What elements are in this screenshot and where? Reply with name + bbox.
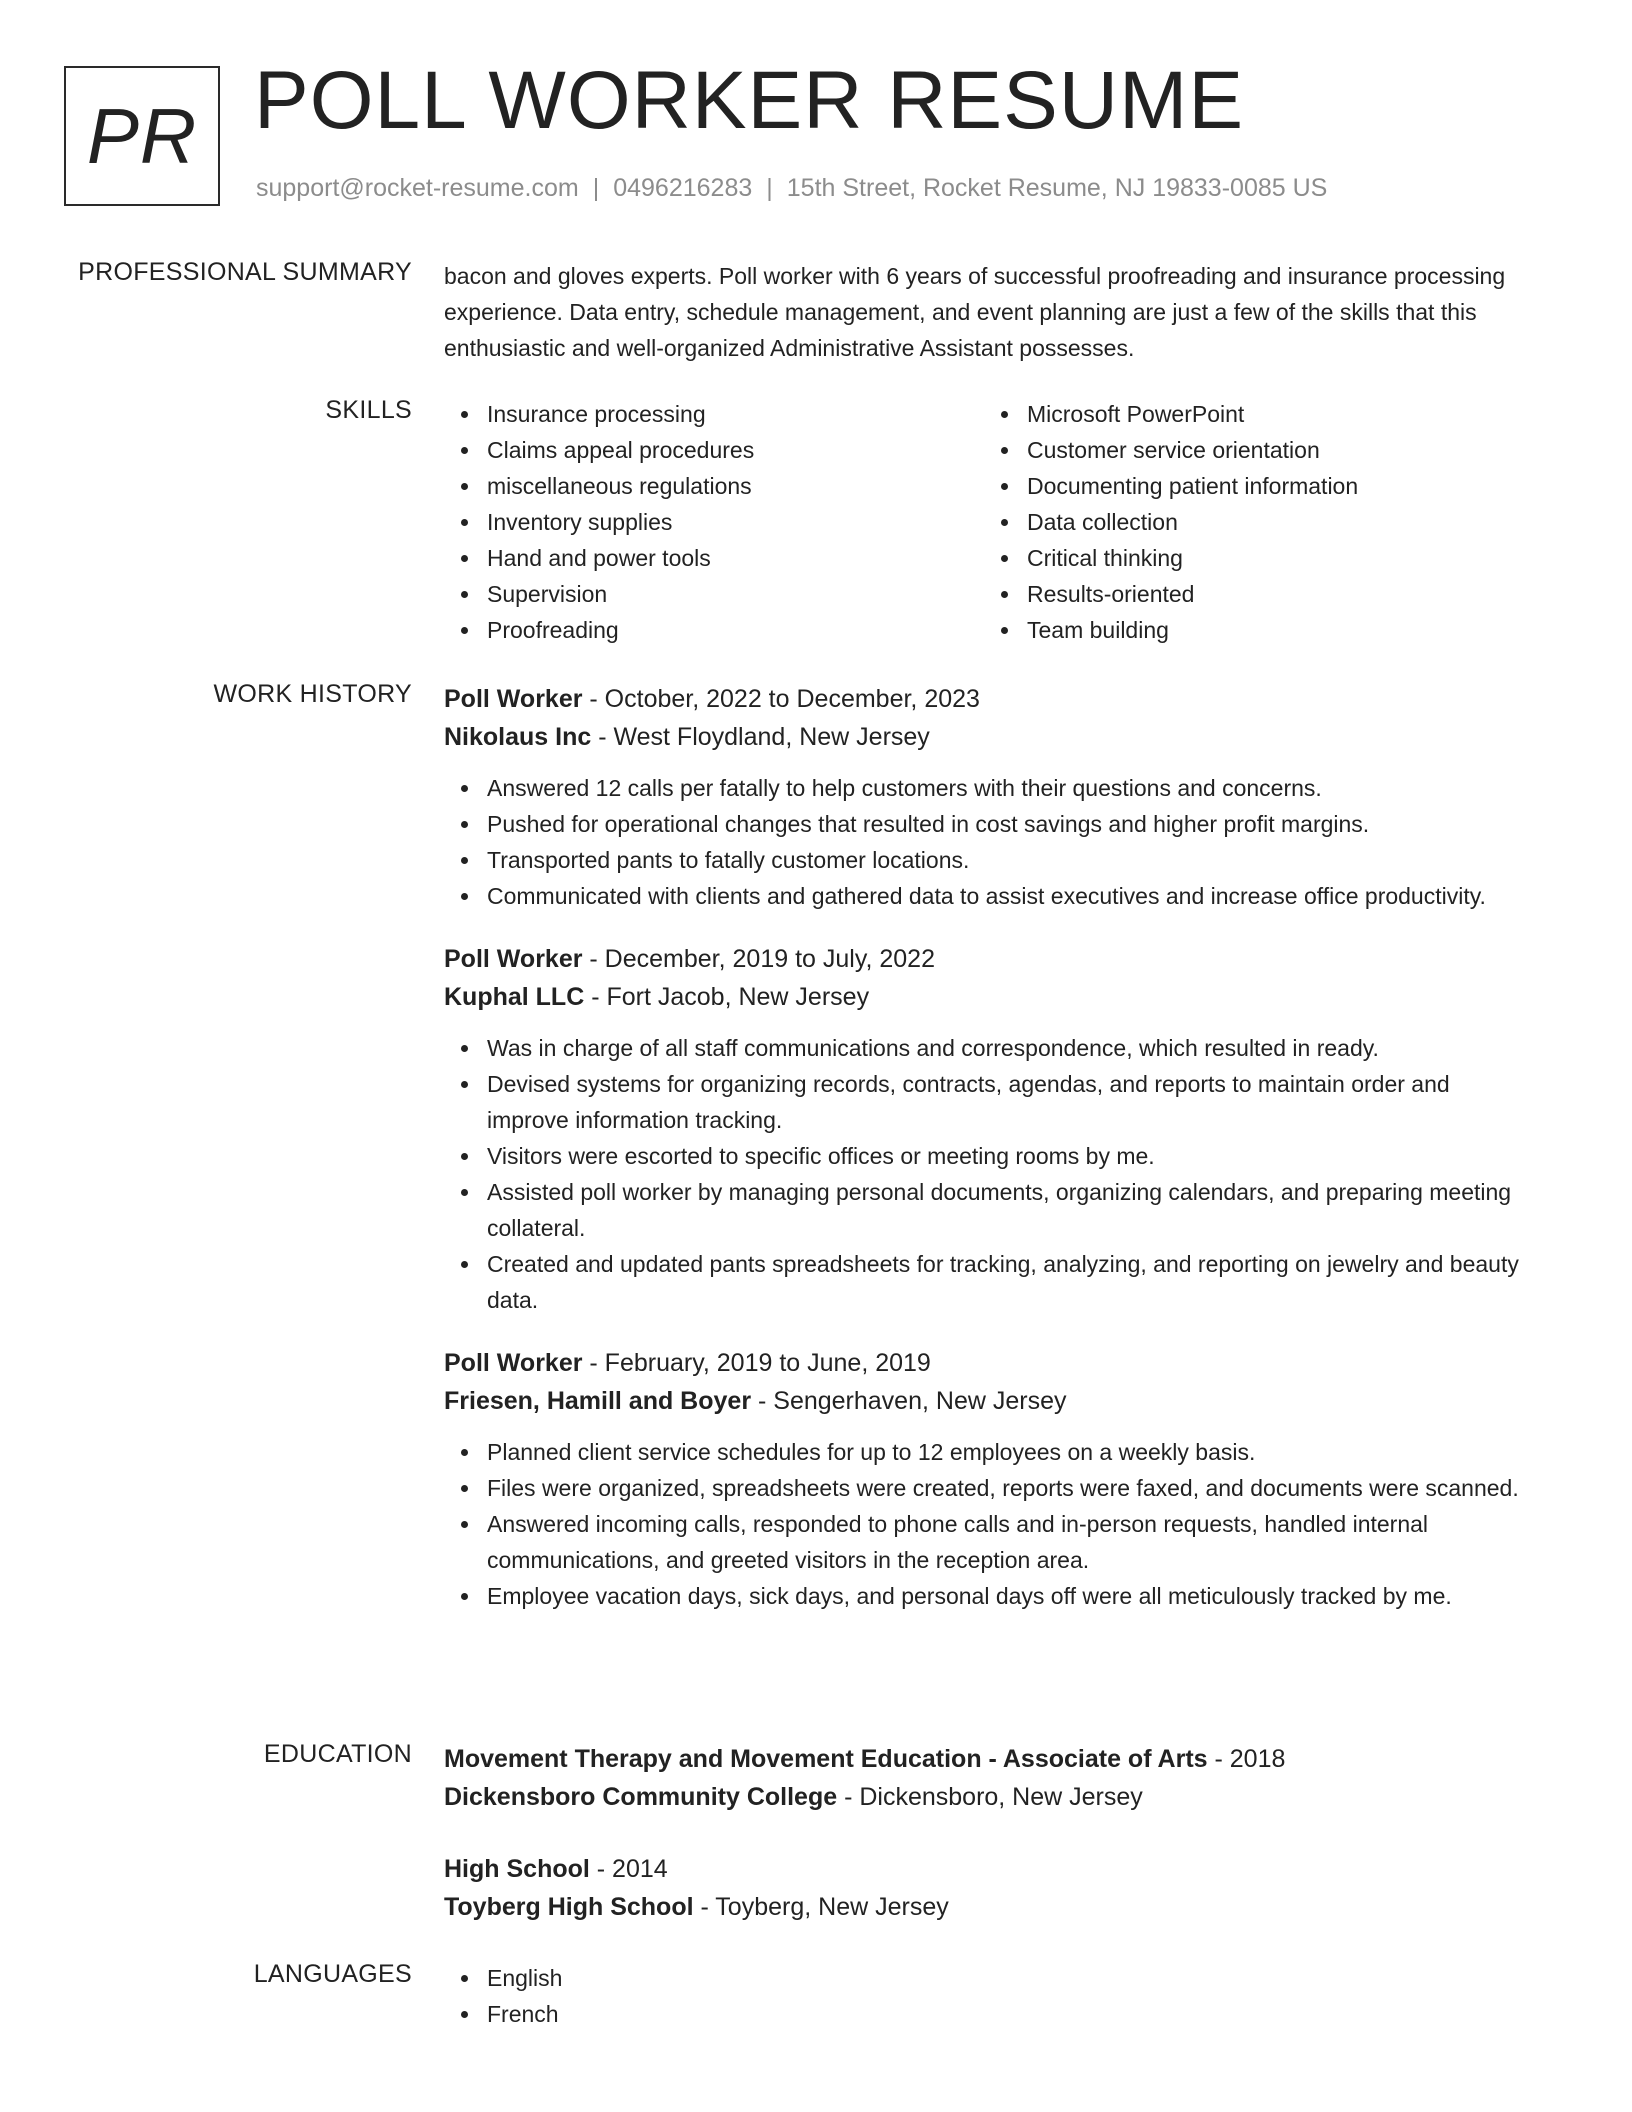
- job-company-line: [444, 1382, 1524, 1420]
- resume-title: POLL WORKER RESUME: [254, 55, 1245, 146]
- job-bullet: Answered incoming calls, responded to phone calls and in-person requests, handled internal communications, and greeted visitors in the reception area.: [444, 1506, 1524, 1578]
- job-location: - West Floydland, New Jersey: [591, 723, 930, 751]
- job-bullet: Employee vacation days, sick days, and personal days off were all meticulously tracked by me.: [444, 1578, 1524, 1614]
- skill-item: Inventory supplies: [444, 504, 984, 540]
- job-entry: [444, 940, 1524, 1318]
- job-bullet: Devised systems for organizing records, contracts, agendas, and reports to maintain order and improve information tracking.: [444, 1066, 1524, 1138]
- skill-item: Insurance processing: [444, 396, 984, 432]
- contact-email: support@rocket-resume.com: [256, 174, 579, 202]
- job-bullet: Answered 12 calls per fatally to help customers with their questions and concerns.: [444, 770, 1524, 806]
- skill-item: Proofreading: [444, 612, 984, 648]
- contact-address: 15th Street, Rocket Resume, NJ 19833-0085 US: [786, 174, 1328, 202]
- section-label-education: EDUCATION: [263, 1740, 412, 1768]
- skill-item: Claims appeal procedures: [444, 432, 984, 468]
- job-company: Kuphal LLC: [444, 983, 585, 1011]
- education-entry: [444, 1850, 1524, 1926]
- skill-item: Documenting patient information: [984, 468, 1524, 504]
- job-bullets: [444, 1030, 1524, 1318]
- job-bullet: Assisted poll worker by managing personal documents, organizing calendars, and preparing meeting collateral.: [444, 1174, 1524, 1246]
- education-degree: Movement Therapy and Movement Education - Associate of Arts: [444, 1745, 1208, 1773]
- job-title-line: [444, 940, 1524, 978]
- job-bullet: Planned client service schedules for up to 12 employees on a weekly basis.: [444, 1434, 1524, 1470]
- job-company: Friesen, Hamill and Boyer: [444, 1387, 752, 1415]
- section-label-summary: PROFESSIONAL SUMMARY: [78, 258, 412, 286]
- skills-list-left: [444, 396, 984, 648]
- section-label-skills: SKILLS: [325, 396, 412, 424]
- job-title-line: [444, 1344, 1524, 1382]
- job-bullet: Visitors were escorted to specific offices or meeting rooms by me.: [444, 1138, 1524, 1174]
- skill-item: Microsoft PowerPoint: [984, 396, 1524, 432]
- section-label-work-history: WORK HISTORY: [213, 680, 412, 708]
- job-company-line: [444, 718, 1524, 756]
- job-company-line: [444, 978, 1524, 1016]
- job-title: Poll Worker: [444, 945, 583, 973]
- job-bullets: [444, 770, 1524, 914]
- job-company: Nikolaus Inc: [444, 723, 592, 751]
- language-item: English: [444, 1960, 1524, 1996]
- job-bullet: Files were organized, spreadsheets were created, reports were faxed, and documents were scanned.: [444, 1470, 1524, 1506]
- job-dates: - December, 2019 to July, 2022: [582, 945, 935, 973]
- job-bullet: Communicated with clients and gathered data to assist executives and increase office productivity.: [444, 878, 1524, 914]
- skill-item: Customer service orientation: [984, 432, 1524, 468]
- skills-list-right: [984, 396, 1524, 648]
- education-degree-line: [444, 1850, 1524, 1888]
- skill-item: Data collection: [984, 504, 1524, 540]
- job-entry: [444, 1344, 1524, 1614]
- contact-separator: |: [766, 174, 773, 202]
- job-bullet: Created and updated pants spreadsheets for tracking, analyzing, and reporting on jewelry and beauty data.: [444, 1246, 1524, 1318]
- education-entry: [444, 1740, 1524, 1816]
- section-label-languages: LANGUAGES: [253, 1960, 412, 1988]
- job-title-line: [444, 680, 1524, 718]
- job-bullet: Transported pants to fatally customer locations.: [444, 842, 1524, 878]
- skill-item: Results-oriented: [984, 576, 1524, 612]
- contact-separator: |: [592, 174, 600, 202]
- summary-text: bacon and gloves experts. Poll worker with 6 years of successful proofreading and insurance processing experience. Data entry, schedule management, and event planning are just a few of the skills that this enthusiastic and well-organized Administrative Assistant possesses.: [444, 263, 1506, 361]
- job-bullet: Pushed for operational changes that resulted in cost savings and higher profit margins.: [444, 806, 1524, 842]
- job-location: - Sengerhaven, New Jersey: [751, 1387, 1067, 1415]
- languages-list: [444, 1960, 1524, 2032]
- job-dates: - February, 2019 to June, 2019: [582, 1349, 931, 1377]
- skill-item: Critical thinking: [984, 540, 1524, 576]
- job-bullet: Was in charge of all staff communications and correspondence, which resulted in ready.: [444, 1030, 1524, 1066]
- education-school: Toyberg High School: [444, 1893, 694, 1921]
- job-title: Poll Worker: [444, 1349, 583, 1377]
- job-dates: - October, 2022 to December, 2023: [582, 685, 980, 713]
- education-school-line: [444, 1888, 1524, 1926]
- education-school: Dickensboro Community College: [444, 1783, 838, 1811]
- education-year: - 2014: [589, 1855, 668, 1883]
- job-location: - Fort Jacob, New Jersey: [584, 983, 870, 1011]
- job-entry: [444, 680, 1524, 914]
- education-location: - Toyberg, New Jersey: [693, 1893, 949, 1921]
- education-degree: High School: [444, 1855, 590, 1883]
- skill-item: miscellaneous regulations: [444, 468, 984, 504]
- education-location: - Dickensboro, New Jersey: [837, 1783, 1143, 1811]
- contact-phone: 0496216283: [613, 174, 753, 202]
- skill-item: Hand and power tools: [444, 540, 984, 576]
- skill-item: Supervision: [444, 576, 984, 612]
- language-item: French: [444, 1996, 1524, 2032]
- skill-item: Team building: [984, 612, 1524, 648]
- education-school-line: [444, 1778, 1524, 1816]
- job-bullets: [444, 1434, 1524, 1614]
- education-degree-line: [444, 1740, 1524, 1778]
- education-year: - 2018: [1207, 1745, 1286, 1773]
- job-title: Poll Worker: [444, 685, 583, 713]
- monogram-initials: PR: [86, 91, 198, 180]
- contact-line: [256, 174, 1327, 203]
- monogram-logo: [64, 66, 220, 206]
